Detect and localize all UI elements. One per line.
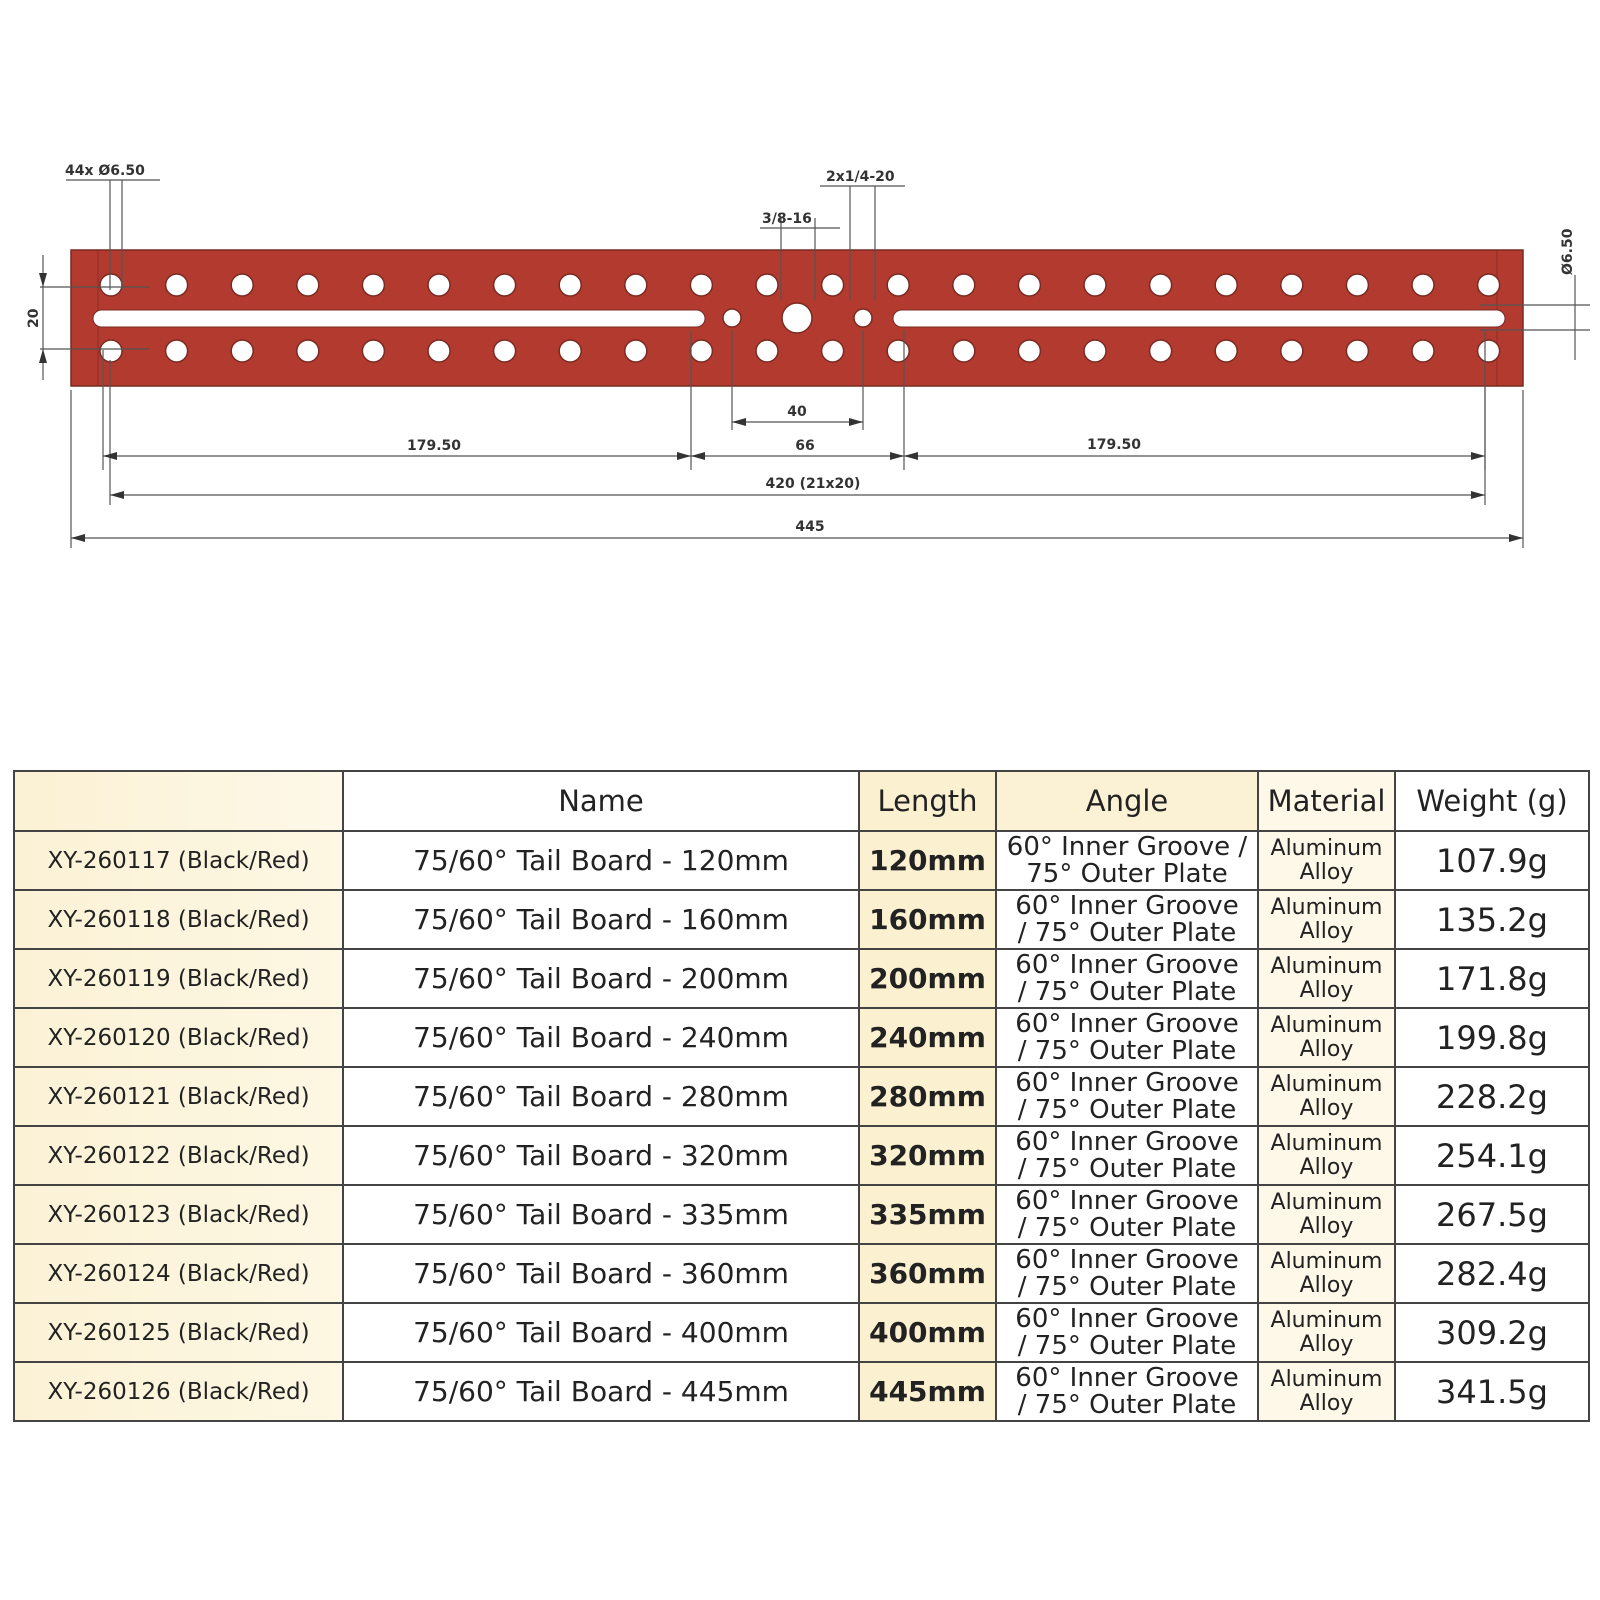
angle-cell — [996, 1008, 1258, 1067]
angle-line-1: 60° Inner Groove — [1015, 1185, 1239, 1216]
angle-cell — [996, 1185, 1258, 1244]
weight-cell: 107.9g — [1395, 831, 1589, 890]
bottom-row-hole — [428, 340, 450, 362]
material-line-2: Alloy — [1299, 977, 1354, 1003]
top-row-hole — [1150, 274, 1172, 296]
holes-label: 44x Ø6.50 — [65, 163, 145, 179]
table-row — [14, 831, 1589, 890]
bottom-row-hole — [559, 340, 581, 362]
header-material: Material — [1258, 771, 1395, 831]
bottom-row-hole — [690, 340, 712, 362]
weight-cell: 199.8g — [1395, 1008, 1589, 1067]
length-cell: 240mm — [859, 1008, 996, 1067]
bottom-row-hole — [166, 340, 188, 362]
material-line-2: Alloy — [1299, 1272, 1354, 1298]
center-thread-hole — [782, 303, 812, 333]
angle-line-1: 60° Inner Groove — [1015, 1067, 1239, 1098]
top-row-hole — [362, 274, 384, 296]
angle-cell — [996, 1303, 1258, 1362]
table-row — [14, 1362, 1589, 1421]
top-row-hole — [887, 274, 909, 296]
length-cell: 280mm — [859, 1067, 996, 1126]
angle-line-2: / 75° Outer Plate — [1017, 1212, 1237, 1243]
material-line-1: Aluminum — [1270, 1248, 1383, 1274]
angle-line-1: 60° Inner Groove — [1015, 890, 1239, 921]
header-model — [14, 771, 343, 831]
bottom-row-hole — [887, 340, 909, 362]
table-row — [14, 1067, 1589, 1126]
material-line-2: Alloy — [1299, 1154, 1354, 1180]
model-cell: XY-260124 (Black/Red) — [14, 1244, 343, 1303]
top-row-hole — [166, 274, 188, 296]
model-cell: XY-260123 (Black/Red) — [14, 1185, 343, 1244]
angle-line-1: 60° Inner Groove — [1015, 1303, 1239, 1334]
table-row — [14, 1244, 1589, 1303]
right-slot — [893, 310, 1505, 327]
top-row-hole — [1412, 274, 1434, 296]
top-row-hole — [494, 274, 516, 296]
side-threads-label: 2x1/4-20 — [826, 169, 895, 185]
header-angle: Angle — [996, 771, 1258, 831]
length-cell: 200mm — [859, 949, 996, 1008]
header-weight: Weight (g) — [1395, 771, 1589, 831]
weight-cell: 254.1g — [1395, 1126, 1589, 1185]
material-cell — [1258, 1126, 1395, 1185]
top-row-hole — [297, 274, 319, 296]
material-cell — [1258, 1303, 1395, 1362]
name-cell: 75/60° Tail Board - 400mm — [343, 1303, 859, 1362]
top-row-hole — [756, 274, 778, 296]
plate-technical-drawing — [0, 0, 1600, 620]
material-cell — [1258, 1185, 1395, 1244]
angle-line-2: / 75° Outer Plate — [1017, 1389, 1237, 1420]
bottom-row-hole — [1478, 340, 1500, 362]
angle-line-2: / 75° Outer Plate — [1017, 1330, 1237, 1361]
bottom-row-hole — [822, 340, 844, 362]
table-row — [14, 1126, 1589, 1185]
top-row-hole — [428, 274, 450, 296]
name-cell: 75/60° Tail Board - 200mm — [343, 949, 859, 1008]
top-row-hole — [1084, 274, 1106, 296]
material-line-1: Aluminum — [1270, 1071, 1383, 1097]
length-cell: 120mm — [859, 831, 996, 890]
material-cell — [1258, 1008, 1395, 1067]
table-header-row — [14, 771, 1589, 831]
side-thread-hole-right — [854, 309, 872, 327]
material-line-2: Alloy — [1299, 1095, 1354, 1121]
material-line-1: Aluminum — [1270, 1307, 1383, 1333]
header-name: Name — [343, 771, 859, 831]
material-cell — [1258, 831, 1395, 890]
material-line-1: Aluminum — [1270, 835, 1383, 861]
length-cell: 160mm — [859, 890, 996, 949]
angle-cell — [996, 1362, 1258, 1421]
model-cell: XY-260118 (Black/Red) — [14, 890, 343, 949]
name-cell: 75/60° Tail Board - 240mm — [343, 1008, 859, 1067]
angle-line-2: / 75° Outer Plate — [1017, 917, 1237, 948]
side-thread-hole-left — [723, 309, 741, 327]
bottom-row-hole — [1281, 340, 1303, 362]
bottom-row-hole — [297, 340, 319, 362]
top-row-hole — [1018, 274, 1040, 296]
bottom-row-hole — [1084, 340, 1106, 362]
bottom-row-hole — [231, 340, 253, 362]
bottom-row-hole — [625, 340, 647, 362]
length-cell: 335mm — [859, 1185, 996, 1244]
bottom-row-hole — [1150, 340, 1172, 362]
angle-cell — [996, 890, 1258, 949]
model-cell: XY-260126 (Black/Red) — [14, 1362, 343, 1421]
angle-line-1: 60° Inner Groove / — [1006, 831, 1248, 862]
angle-line-2: / 75° Outer Plate — [1017, 1153, 1237, 1184]
material-line-1: Aluminum — [1270, 953, 1383, 979]
angle-cell — [996, 949, 1258, 1008]
length-cell: 360mm — [859, 1244, 996, 1303]
left-slot — [93, 310, 705, 327]
angle-line-1: 60° Inner Groove — [1015, 1362, 1239, 1393]
model-cell: XY-260122 (Black/Red) — [14, 1126, 343, 1185]
name-cell: 75/60° Tail Board - 445mm — [343, 1362, 859, 1421]
weight-cell: 282.4g — [1395, 1244, 1589, 1303]
table-row — [14, 890, 1589, 949]
model-cell: XY-260117 (Black/Red) — [14, 831, 343, 890]
angle-line-1: 60° Inner Groove — [1015, 949, 1239, 980]
left-slot-label: 179.50 — [406, 438, 462, 454]
weight-cell: 267.5g — [1395, 1185, 1589, 1244]
material-line-2: Alloy — [1299, 1213, 1354, 1239]
material-line-1: Aluminum — [1270, 1130, 1383, 1156]
name-cell: 75/60° Tail Board - 320mm — [343, 1126, 859, 1185]
bottom-row-hole — [1215, 340, 1237, 362]
height-label: 20 — [26, 308, 42, 328]
length-cell: 400mm — [859, 1303, 996, 1362]
angle-line-1: 60° Inner Groove — [1015, 1244, 1239, 1275]
material-line-2: Alloy — [1299, 918, 1354, 944]
angle-line-1: 60° Inner Groove — [1015, 1126, 1239, 1157]
table-row — [14, 1185, 1589, 1244]
weight-cell: 341.5g — [1395, 1362, 1589, 1421]
angle-line-1: 60° Inner Groove — [1015, 1008, 1239, 1039]
name-cell: 75/60° Tail Board - 280mm — [343, 1067, 859, 1126]
angle-line-2: / 75° Outer Plate — [1017, 1271, 1237, 1302]
name-cell: 75/60° Tail Board - 335mm — [343, 1185, 859, 1244]
material-line-2: Alloy — [1299, 1331, 1354, 1357]
angle-cell — [996, 1244, 1258, 1303]
bottom-row-hole — [494, 340, 516, 362]
angle-line-2: 75° Outer Plate — [1026, 858, 1228, 889]
table-row — [14, 949, 1589, 1008]
angle-line-2: / 75° Outer Plate — [1017, 976, 1237, 1007]
end-diameter-label: Ø6.50 — [1560, 228, 1576, 275]
material-cell — [1258, 890, 1395, 949]
material-line-1: Aluminum — [1270, 1189, 1383, 1215]
material-line-1: Aluminum — [1270, 1366, 1383, 1392]
model-cell: XY-260119 (Black/Red) — [14, 949, 343, 1008]
angle-cell — [996, 1126, 1258, 1185]
top-row-hole — [625, 274, 647, 296]
top-row-hole — [1215, 274, 1237, 296]
model-cell: XY-260125 (Black/Red) — [14, 1303, 343, 1362]
table-row — [14, 1303, 1589, 1362]
angle-line-2: / 75° Outer Plate — [1017, 1094, 1237, 1125]
material-line-1: Aluminum — [1270, 1012, 1383, 1038]
top-row-hole — [690, 274, 712, 296]
top-row-hole — [822, 274, 844, 296]
top-row-hole — [1478, 274, 1500, 296]
bottom-row-hole — [1018, 340, 1040, 362]
spec-table — [13, 770, 1590, 1422]
inner-spacing-label: 40 — [787, 404, 807, 420]
total-length-label: 445 — [795, 519, 825, 535]
weight-cell: 171.8g — [1395, 949, 1589, 1008]
name-cell: 75/60° Tail Board - 360mm — [343, 1244, 859, 1303]
header-length: Length — [859, 771, 996, 831]
angle-cell — [996, 1067, 1258, 1126]
bottom-row-hole — [362, 340, 384, 362]
weight-cell: 309.2g — [1395, 1303, 1589, 1362]
top-row-hole — [100, 274, 122, 296]
middle-span-label: 66 — [795, 438, 815, 454]
top-row-hole — [1346, 274, 1368, 296]
table-row — [14, 1008, 1589, 1067]
top-row-hole — [231, 274, 253, 296]
length-cell: 445mm — [859, 1362, 996, 1421]
material-line-2: Alloy — [1299, 1036, 1354, 1062]
material-line-2: Alloy — [1299, 1390, 1354, 1416]
top-row-hole — [1281, 274, 1303, 296]
material-cell — [1258, 949, 1395, 1008]
name-cell: 75/60° Tail Board - 120mm — [343, 831, 859, 890]
model-cell: XY-260121 (Black/Red) — [14, 1067, 343, 1126]
bottom-row-hole — [756, 340, 778, 362]
material-line-2: Alloy — [1299, 859, 1354, 885]
hole-span-label: 420 (21x20) — [765, 476, 861, 492]
right-slot-label: 179.50 — [1086, 437, 1142, 453]
material-cell — [1258, 1244, 1395, 1303]
weight-cell: 135.2g — [1395, 890, 1589, 949]
bottom-row-hole — [953, 340, 975, 362]
material-cell — [1258, 1362, 1395, 1421]
top-row-hole — [559, 274, 581, 296]
name-cell: 75/60° Tail Board - 160mm — [343, 890, 859, 949]
bottom-row-hole — [1346, 340, 1368, 362]
bottom-row-hole — [1412, 340, 1434, 362]
top-row-hole — [953, 274, 975, 296]
center-thread-label: 3/8-16 — [762, 211, 812, 227]
length-cell: 320mm — [859, 1126, 996, 1185]
model-cell: XY-260120 (Black/Red) — [14, 1008, 343, 1067]
material-cell — [1258, 1067, 1395, 1126]
material-line-1: Aluminum — [1270, 894, 1383, 920]
angle-line-2: / 75° Outer Plate — [1017, 1035, 1237, 1066]
weight-cell: 228.2g — [1395, 1067, 1589, 1126]
angle-cell — [996, 831, 1258, 890]
